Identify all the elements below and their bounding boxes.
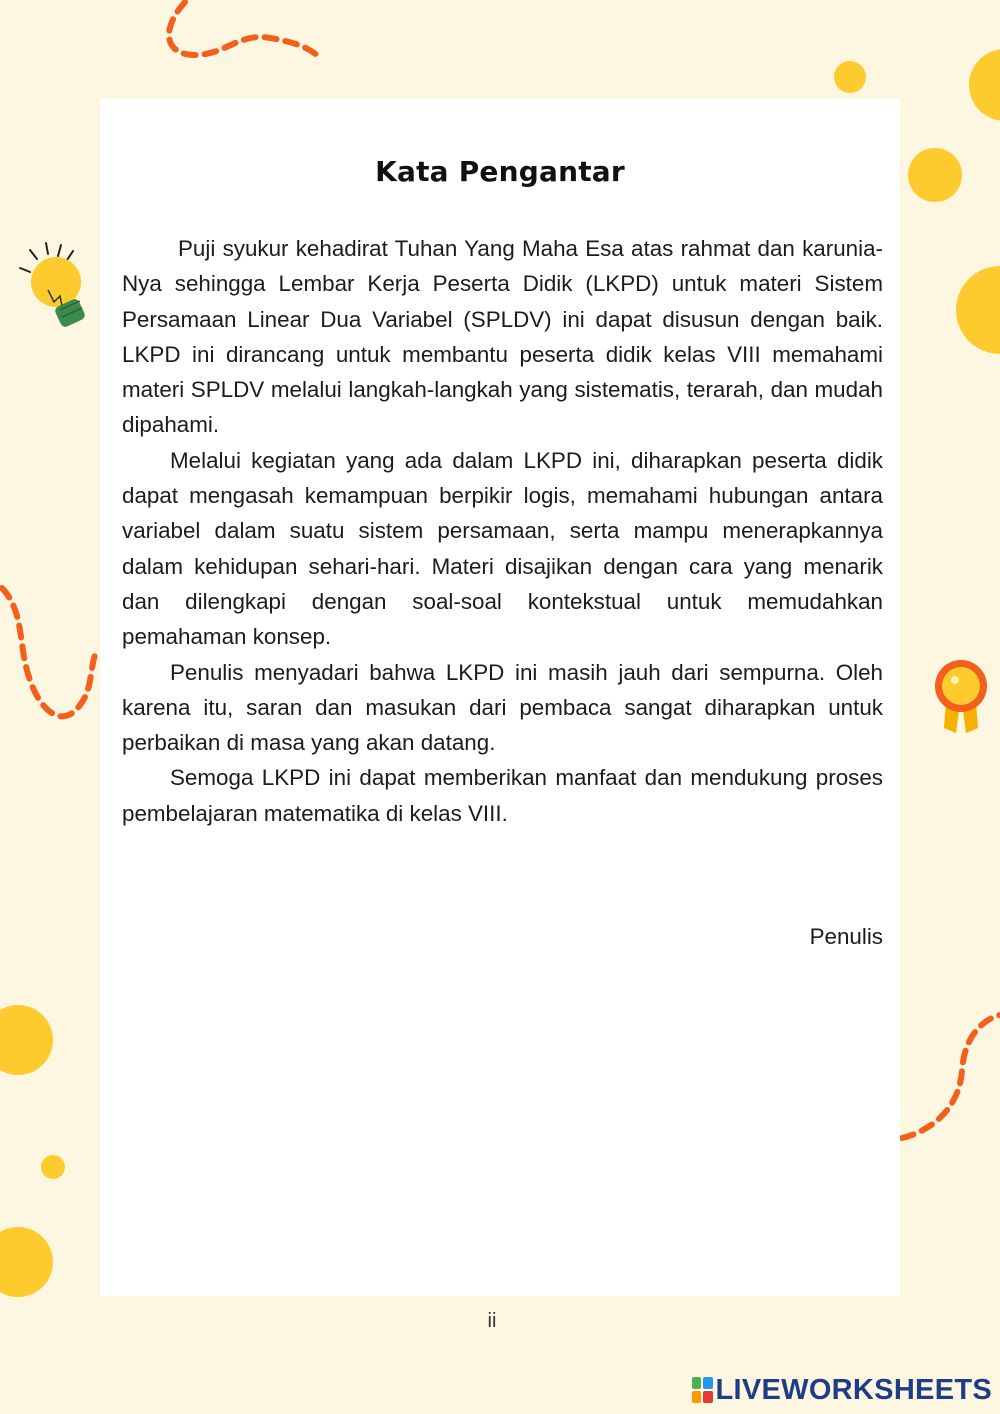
author-signature: Penulis	[809, 924, 883, 949]
deco-dot	[956, 266, 1000, 354]
paragraph: Melalui kegiatan yang ada dalam LKPD ini, diharapkan peserta didik dapat mengasah kemampuan berpikir logis, memahami hubungan antara variabel dalam suatu sistem persamaan, serta mampu menerapkannya dalam kehidupan sehari-hari. Materi disajikan dengan cara yang menarik dan dilengkapi dengan soal-soal kontekstual untuk memudahkan pemahaman konsep.	[122, 447, 883, 650]
page-title: Kata Pengantar	[375, 155, 625, 188]
deco-squiggle-right	[902, 1015, 1000, 1138]
liveworksheets-brand[interactable]	[692, 1372, 992, 1408]
paragraph: Puji syukur kehadirat Tuhan Yang Maha Esa atas rahmat dan karunia-Nya sehingga Lembar Kerja Peserta Didik (LKPD) untuk materi Sistem Persamaan Linear Dua Variabel (SPLDV) ini dapat disusun dengan baik. LKPD ini dirancang untuk membantu peserta didik kelas VIII memahami materi SPLDV melalui langkah-langkah yang sistematis, terarah, dan mudah dipahami.	[122, 236, 883, 438]
brand-text: LIVEWORKSHEETS	[715, 1373, 992, 1406]
deco-dot	[0, 1005, 53, 1075]
deco-squiggle-left	[2, 588, 95, 716]
page-number: ii	[487, 1310, 497, 1332]
paragraph: Semoga LKPD ini dapat memberikan manfaat dan mendukung proses pembelajaran matematika di kelas VIII.	[122, 765, 883, 826]
deco-dot	[834, 61, 866, 93]
paragraph: Penulis menyadari bahwa LKPD ini masih jauh dari sempurna. Oleh karena itu, saran dan masukan dari pembaca sangat diharapkan untuk perbaikan di masa yang akan datang.	[122, 659, 883, 756]
deco-dot	[41, 1155, 65, 1179]
deco-squiggle-top	[169, 2, 320, 58]
deco-dot	[0, 1227, 53, 1297]
lightbulb-icon	[20, 243, 86, 328]
deco-dot	[969, 49, 1000, 121]
body-text	[122, 231, 883, 831]
medal-icon	[935, 660, 987, 733]
liveworksheets-logo-icon	[692, 1377, 713, 1403]
